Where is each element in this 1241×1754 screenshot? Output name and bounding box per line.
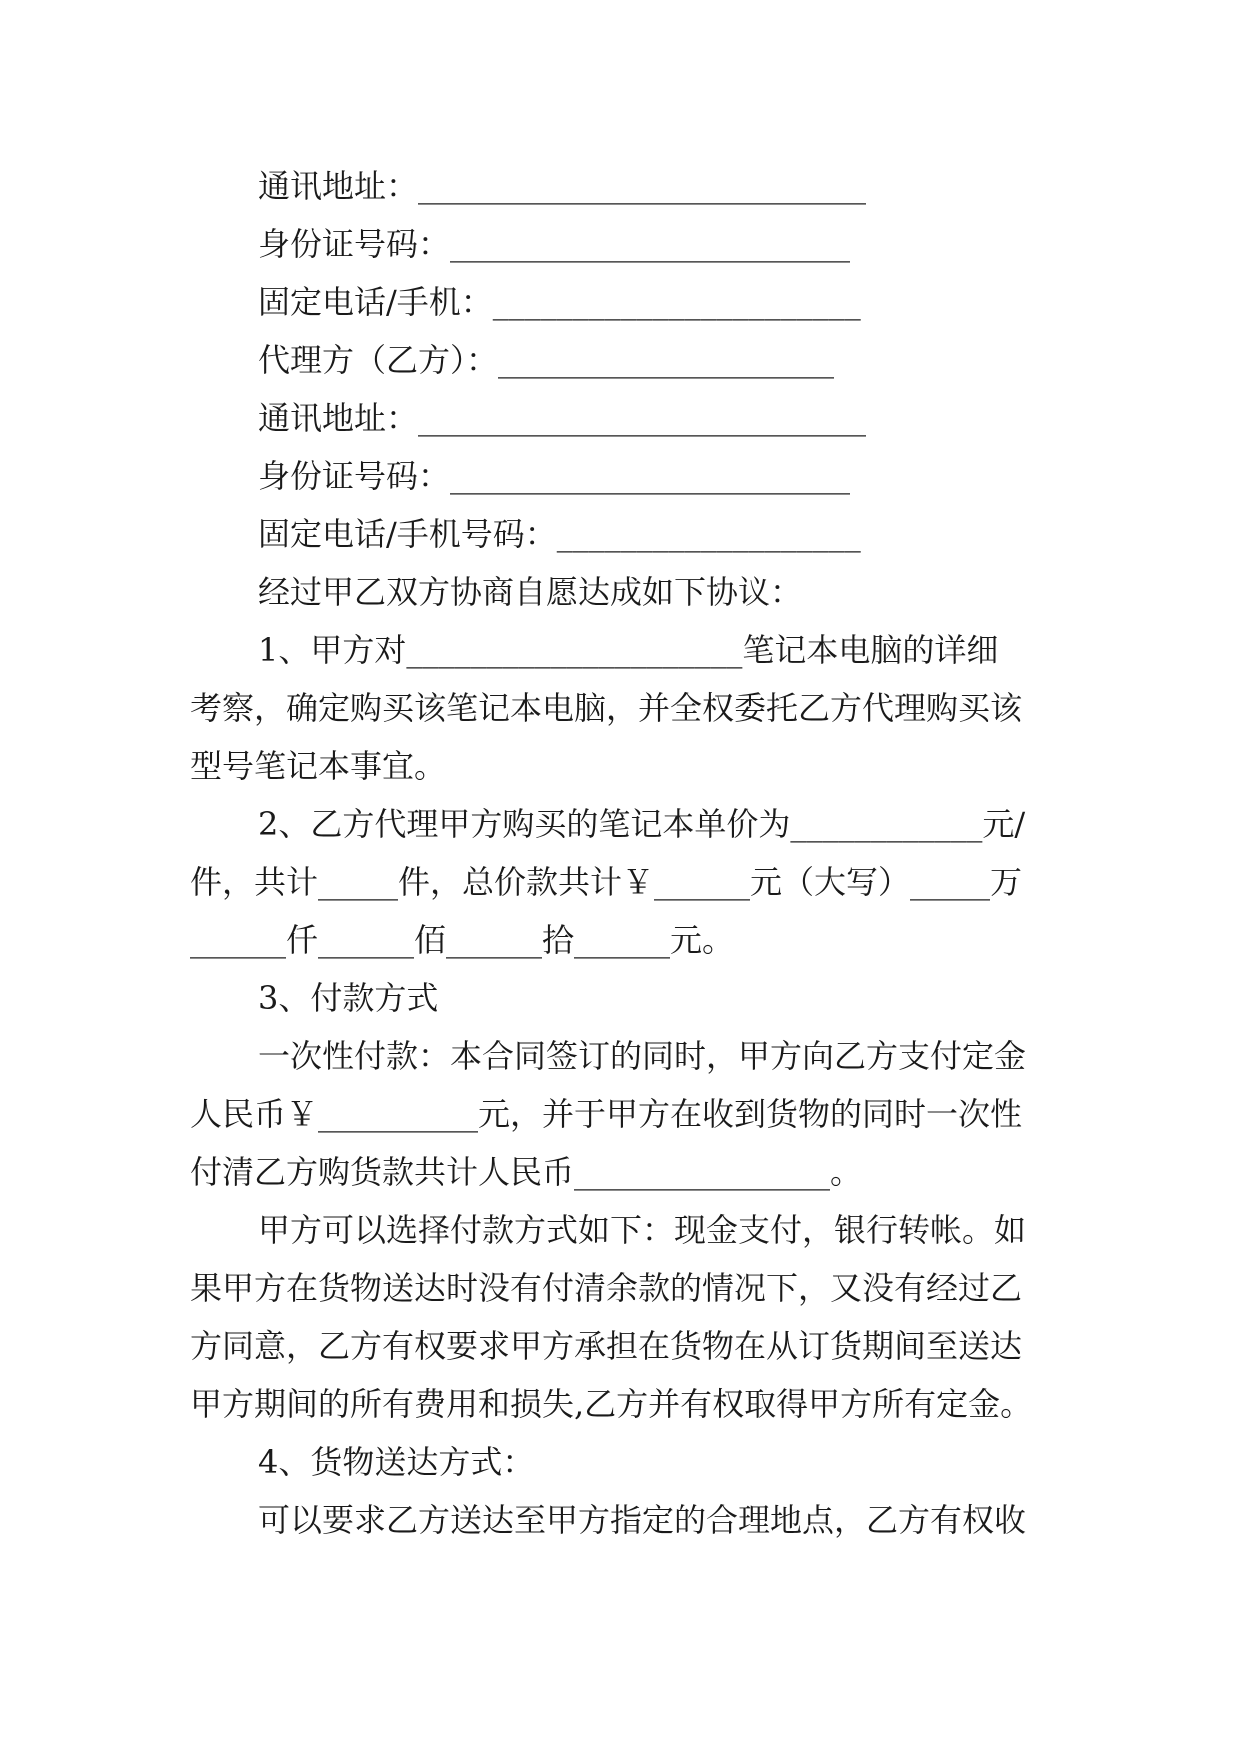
clause-1-line-2: 考察，确定购买该笔记本电脑，并全权委托乙方代理购买该: [190, 689, 1023, 727]
payment-options-line-3: 方同意，乙方有权要求甲方承担在货物在从订货期间至送达: [190, 1327, 1023, 1365]
party-b-address-line: 通讯地址：____________________________: [258, 399, 867, 437]
clause-2-line-1: 2、乙方代理甲方购买的笔记本单价为____________元/: [258, 805, 1026, 843]
party-a-phone-line: 固定电话/手机：_______________________: [258, 283, 861, 321]
clause-2-line-2: 件，共计_____件，总价款共计￥______元（大写）_____万: [190, 863, 1023, 901]
party-b-id-line: 身份证号码：_________________________: [258, 457, 851, 495]
lump-sum-line-2: 人民币￥__________元，并于甲方在收到货物的同时一次性: [190, 1095, 1023, 1133]
clause-1-line-3: 型号笔记本事宜。: [190, 747, 447, 785]
payment-options-line-1: 甲方可以选择付款方式如下：现金支付，银行转帐。如: [258, 1211, 1027, 1249]
lump-sum-line-3: 付清乙方购货款共计人民币________________。: [190, 1153, 863, 1191]
party-b-phone-line: 固定电话/手机号码：___________________: [258, 515, 861, 553]
party-a-id-line: 身份证号码：_________________________: [258, 225, 851, 263]
clause-3-heading: 3、付款方式: [258, 979, 439, 1017]
party-a-address-line: 通讯地址：____________________________: [258, 167, 867, 205]
delivery-line-1: 可以要求乙方送达至甲方指定的合理地点，乙方有权收: [258, 1501, 1027, 1539]
lump-sum-line-1: 一次性付款：本合同签订的同时，甲方向乙方支付定金: [258, 1037, 1027, 1075]
agreement-intro: 经过甲乙双方协商自愿达成如下协议：: [258, 573, 803, 611]
clause-2-line-3: ______仟______佰______拾______元。: [190, 921, 735, 959]
clause-4-heading: 4、货物送达方式：: [258, 1443, 535, 1481]
clause-1-line-1: 1、甲方对_____________________笔记本电脑的详细: [258, 631, 999, 669]
payment-options-line-2: 果甲方在货物送达时没有付清余款的情况下，又没有经过乙: [190, 1269, 1023, 1307]
payment-options-line-4: 甲方期间的所有费用和损失,乙方并有权取得甲方所有定金。: [190, 1385, 1033, 1423]
party-b-name-line: 代理方（乙方）：_____________________: [258, 341, 835, 379]
